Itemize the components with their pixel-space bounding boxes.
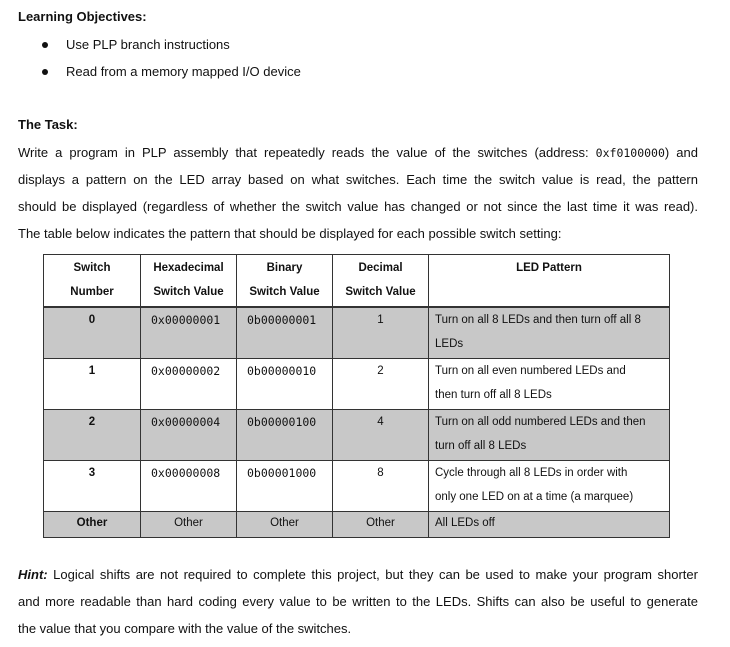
cell-decimal: 1 — [333, 307, 429, 359]
task-line: The table below indicates the pattern that should be displayed for each possible switch setting: — [18, 226, 562, 241]
cell-decimal: Other — [333, 512, 429, 538]
task-heading: The Task: — [18, 117, 78, 132]
task-line: displays a pattern on the LED array based on what switches. Each time the switch value is read, the pattern — [18, 172, 698, 187]
header-switch-number: Switch Number — [44, 255, 141, 308]
task-description — [18, 139, 698, 247]
cell-binary: 0b00000010 — [237, 359, 333, 410]
header-decimal: Decimal Switch Value — [333, 255, 429, 308]
cell-binary: 0b00000100 — [237, 410, 333, 461]
objectives-list — [18, 36, 301, 90]
hint-paragraph — [18, 561, 698, 642]
cell-binary: 0b00000001 — [237, 307, 333, 359]
cell-switch-number: Other — [44, 512, 141, 538]
hint-label: Hint: — [18, 567, 48, 582]
cell-led-pattern: Turn on all even numbered LEDs and then turn off all 8 LEDs — [429, 359, 670, 410]
cell-decimal: 2 — [333, 359, 429, 410]
cell-decimal: 4 — [333, 410, 429, 461]
cell-led-pattern: Cycle through all 8 LEDs in order with only one LED on at a time (a marquee) — [429, 461, 670, 512]
header-hex: Hexadecimal Switch Value — [141, 255, 237, 308]
cell-led-pattern: Turn on all 8 LEDs and then turn off all 8 LEDs — [429, 307, 670, 359]
hint-line: and more readable than hard coding every value to be written to the LEDs. Shifts can also be useful to generate — [18, 594, 698, 609]
cell-hex: 0x00000004 — [141, 410, 237, 461]
hint-line: Hint: Logical shifts are not required to complete this project, but they can be used to make your program shorter — [18, 567, 698, 582]
objective-item: Read from a memory mapped I/O device — [18, 63, 301, 90]
table-header-row — [44, 255, 670, 308]
header-led-pattern: LED Pattern — [429, 255, 670, 308]
learning-objectives-heading: Learning Objectives: — [18, 9, 147, 24]
cell-led-pattern: All LEDs off — [429, 512, 670, 538]
cell-led-pattern: Turn on all odd numbered LEDs and then turn off all 8 LEDs — [429, 410, 670, 461]
cell-hex: 0x00000002 — [141, 359, 237, 410]
task-line: Write a program in PLP assembly that repeatedly reads the value of the switches (address: 0xf0100000) and — [18, 145, 698, 160]
objective-item: Use PLP branch instructions — [18, 36, 301, 63]
cell-hex: 0x00000001 — [141, 307, 237, 359]
cell-binary: Other — [237, 512, 333, 538]
task-line: should be displayed (regardless of whether the switch value has changed or not since the last time it was read). — [18, 199, 698, 214]
cell-switch-number: 0 — [44, 307, 141, 359]
table-row — [44, 359, 670, 410]
cell-hex: 0x00000008 — [141, 461, 237, 512]
table-row — [44, 307, 670, 359]
cell-switch-number: 2 — [44, 410, 141, 461]
cell-decimal: 8 — [333, 461, 429, 512]
table-row — [44, 461, 670, 512]
led-pattern-table — [43, 254, 670, 538]
bullet-icon — [42, 69, 48, 75]
cell-binary: 0b00001000 — [237, 461, 333, 512]
hint-line: the value that you compare with the value of the switches. — [18, 621, 352, 636]
header-binary: Binary Switch Value — [237, 255, 333, 308]
table-row — [44, 410, 670, 461]
bullet-icon — [42, 42, 48, 48]
cell-hex: Other — [141, 512, 237, 538]
switch-address: 0xf0100000 — [595, 146, 665, 160]
cell-switch-number: 3 — [44, 461, 141, 512]
cell-switch-number: 1 — [44, 359, 141, 410]
table-row — [44, 512, 670, 538]
